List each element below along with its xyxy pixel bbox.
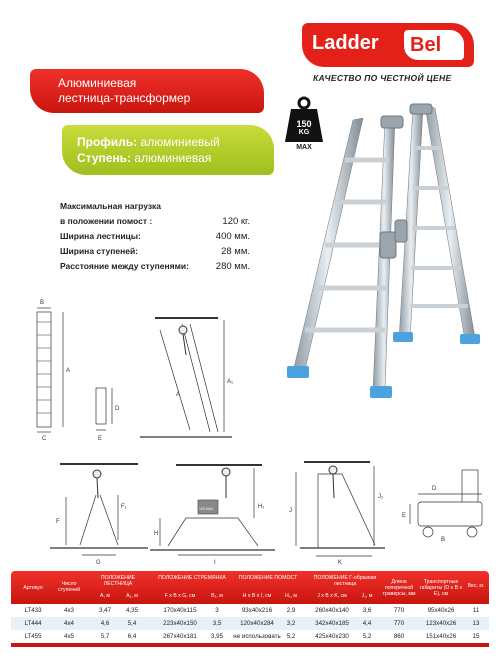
weight-value: 150 — [296, 119, 312, 129]
label-j: J — [289, 508, 292, 514]
label-b: B — [40, 300, 45, 306]
th-ladder: ПОЛОЖЕНИЕ ЛЕСТНИЦА — [100, 575, 136, 587]
label-j1: J₁ — [378, 494, 384, 500]
th-stirrup-b: B₁, м — [211, 593, 223, 599]
cell-jbk: 342x40x185 — [315, 620, 349, 627]
th-gshape: ПОЛОЖЕНИЕ Г-образная лестница — [313, 575, 377, 587]
cell-fgc: 267x40x181 — [163, 633, 197, 640]
cell-traverse: 860 — [393, 633, 405, 640]
label-a-diag: A — [176, 392, 181, 398]
th-gshape-j1: J₁, м — [361, 593, 373, 599]
cell-jbk: 425x40x230 — [315, 633, 349, 640]
label-weight-small: 120 MAX — [199, 507, 214, 511]
cell-jbk: 260x40x140 — [315, 607, 349, 614]
cell-j1: 3,6 — [362, 607, 372, 614]
cell-h1: 5,2 — [286, 633, 296, 640]
cell-j1: 4,4 — [362, 620, 372, 627]
label-b-cart: B — [441, 537, 446, 543]
th-transport: Транспортные габариты (D x B x E), см — [419, 579, 463, 597]
th-gshape-jbk: J x B x K, см — [317, 593, 347, 599]
cell-fgc: 223x40x150 — [163, 620, 197, 627]
cell-a: 3,47 — [98, 607, 112, 614]
label-f1: F₁ — [121, 504, 127, 510]
weight-unit: KG — [298, 129, 310, 136]
label-i: I — [214, 560, 216, 566]
cell-fgc: 170x40x115 — [163, 607, 197, 614]
label-f: F — [56, 519, 60, 525]
label-h: H — [154, 531, 159, 537]
th-weight: Вес, кг. — [467, 583, 485, 589]
label-g: G — [96, 560, 101, 566]
cell-hbi: не использовать — [233, 633, 281, 640]
cell-steps: 4x5 — [64, 633, 74, 640]
cell-b1: 3 — [215, 607, 219, 614]
cell-hbi: 93x40x216 — [241, 607, 273, 614]
spec-value: 400 мм. — [215, 231, 250, 242]
th-traverse: Длина поперечной траверсы, мм — [382, 579, 416, 597]
logo-word-bel: Bel — [404, 30, 464, 60]
cell-weight: 11 — [472, 607, 480, 614]
th-ladder-a: A, м — [100, 593, 110, 599]
profile-label: Профиль: — [77, 135, 138, 149]
spec-label: Ширина лестницы: — [60, 231, 141, 241]
step-label: Ступень: — [77, 151, 132, 165]
cell-traverse: 770 — [393, 620, 405, 627]
spec-table — [11, 571, 489, 647]
cell-h1: 3,2 — [286, 620, 296, 627]
label-a1: A₁ — [227, 379, 234, 385]
logo-word-ladder: Ladder — [312, 32, 379, 54]
spec-label: Расстояние между ступенями: — [60, 261, 189, 271]
cell-steps: 4x3 — [64, 607, 74, 614]
title-line-2: лестница-трансформер — [58, 91, 191, 105]
cell-a: 5,7 — [100, 633, 110, 640]
cell-transport: 95x40x26 — [427, 607, 455, 614]
title-line-1: Алюминиевая — [58, 76, 137, 90]
slogan: КАЧЕСТВО ПО ЧЕСТНОЙ ЦЕНЕ — [313, 73, 452, 83]
cell-article: LT455 — [24, 633, 42, 640]
label-k: K — [338, 560, 343, 566]
label-d: D — [115, 406, 120, 412]
th-stirrup: ПОЛОЖЕНИЕ СТРЕМЯНКА — [158, 575, 226, 581]
cell-b1: 3,5 — [212, 620, 222, 627]
th-stirrup-fgc: F x B x G, см — [164, 593, 196, 599]
cell-article: LT444 — [24, 620, 42, 627]
cell-h1: 2,9 — [286, 607, 296, 614]
cell-transport: 151x40x26 — [425, 633, 457, 640]
label-d-cart: D — [432, 486, 437, 492]
label-e-cart: E — [402, 513, 407, 519]
cell-transport: 123x40x26 — [425, 620, 457, 627]
cell-a1: 5,4 — [127, 620, 137, 627]
spec-label: в положении помост : — [60, 216, 153, 226]
cell-traverse: 770 — [393, 607, 405, 614]
profile-value: алюминиевый — [140, 135, 220, 149]
th-steps: Число ступеней — [58, 581, 80, 593]
table-bottom-bar — [11, 643, 489, 647]
table-header — [11, 571, 489, 604]
spec-label: Максимальная нагрузка — [60, 201, 162, 211]
spec-value: 280 мм. — [215, 261, 250, 272]
table-row — [11, 617, 489, 630]
step-value: алюминиевая — [134, 151, 212, 165]
cell-a1: 4,35 — [125, 607, 139, 614]
spec-value: 120 кг. — [222, 216, 250, 227]
spec-value: 28 мм. — [221, 246, 250, 257]
cell-weight: 13 — [472, 620, 480, 627]
cell-j1: 5,2 — [362, 633, 372, 640]
spec-label: Ширина ступеней: — [60, 246, 139, 256]
cell-steps: 4x4 — [64, 620, 74, 627]
cell-weight: 15 — [472, 633, 480, 640]
cell-b1: 3,95 — [210, 633, 224, 640]
table-row — [11, 604, 489, 617]
label-h1: H₁ — [258, 504, 265, 510]
table-row — [11, 630, 489, 643]
th-platform: ПОЛОЖЕНИЕ ПОМОСТ — [238, 575, 298, 581]
cell-article: LT433 — [24, 607, 42, 614]
th-platform-hbi: H x B x I, см — [242, 593, 272, 599]
label-e: E — [98, 436, 103, 442]
label-a: A — [66, 368, 71, 374]
cell-hbi: 120x40x284 — [240, 620, 274, 627]
cell-a1: 6,4 — [127, 633, 137, 640]
th-platform-h1: H₁, м — [285, 593, 297, 599]
th-ladder-a1: A₁, м — [126, 593, 138, 599]
label-c: C — [42, 436, 47, 442]
weight-max: MAX — [296, 144, 312, 151]
cell-a: 4,6 — [100, 620, 110, 627]
th-article: Артикул — [23, 585, 43, 591]
